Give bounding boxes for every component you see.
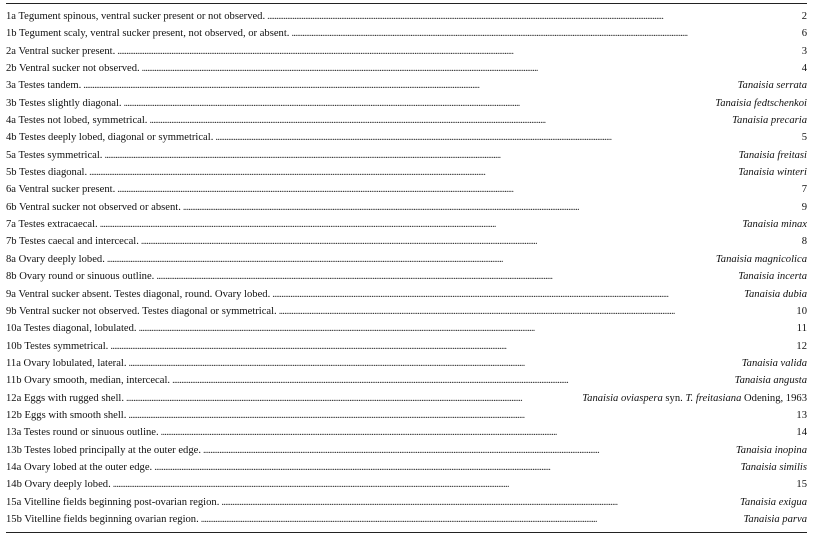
key-row: [6, 25, 807, 42]
key-row: [6, 60, 807, 77]
key-result-taxon: [582, 390, 807, 407]
key-result-taxon: Tanaisia magnicolica: [715, 253, 807, 265]
leader-dots: [183, 199, 800, 216]
leader-dots: [83, 77, 735, 94]
key-row: [6, 424, 807, 441]
leader-dots: [149, 112, 730, 129]
key-lead-text: 3a Testes tandem.: [6, 80, 82, 92]
key-result-couplet-number: 2: [801, 11, 807, 22]
key-lead-text: 1a Tegument spinous, ventral sucker present or not observed.: [6, 11, 266, 22]
leader-dots: [124, 95, 714, 112]
leader-dots: [154, 459, 738, 476]
key-lead-text: 5b Testes diagonal.: [6, 167, 88, 179]
key-result-taxon: Tanaisia winteri: [738, 167, 807, 179]
key-lead-text: 2a Ventral sucker present.: [6, 45, 116, 57]
key-row: [6, 129, 807, 146]
leader-dots: [215, 129, 799, 146]
key-row: [6, 77, 807, 94]
key-result-couplet-number: 9: [801, 201, 807, 213]
key-lead-text: 13a Testes round or sinuous outline.: [6, 427, 159, 439]
key-row: [6, 199, 807, 216]
leader-dots: [161, 424, 795, 441]
leader-dots: [110, 338, 794, 355]
key-lead-text: 8a Ovary deeply lobed.: [6, 253, 105, 265]
key-row: [6, 303, 807, 320]
leader-dots: [128, 407, 794, 424]
key-lead-text: 14a Ovary lobed at the outer edge.: [6, 461, 153, 473]
key-result-taxon: Tanaisia valida: [741, 357, 807, 369]
key-lead-text: 9b Ventral sucker not observed. Testes diagonal or symmetrical.: [6, 305, 277, 317]
key-lead-text: 4b Testes deeply lobed, diagonal or symmetrical.: [6, 132, 214, 144]
key-result-couplet-number: 12: [796, 340, 807, 352]
key-result-taxon: Tanaisia precaria: [732, 115, 807, 127]
key-lead-text: 9a Ventral sucker absent. Testes diagonal, round. Ovary lobed.: [6, 288, 271, 300]
key-row: [6, 216, 807, 233]
key-result-taxon: Tanaisia incerta: [738, 271, 807, 283]
key-row: [6, 147, 807, 164]
key-row: [6, 164, 807, 181]
key-lead-text: 12b Eggs with smooth shell.: [6, 409, 127, 421]
key-result-couplet-number: 7: [801, 184, 807, 196]
leader-dots: [89, 164, 736, 181]
leader-dots: [113, 476, 795, 493]
key-row: [6, 494, 807, 511]
key-row: [6, 511, 807, 528]
key-lead-text: 8b Ovary round or sinuous outline.: [6, 271, 155, 283]
key-lead-text: 5a Testes symmetrical.: [6, 149, 103, 161]
key-result-taxon: Tanaisia exigua: [739, 496, 807, 508]
key-result-part: Odening, 1963: [741, 392, 807, 404]
key-result-part: T. freitasiana: [685, 392, 742, 404]
leader-dots: [142, 60, 800, 77]
identification-key-table: [6, 3, 807, 533]
key-lead-text: 3b Testes slightly diagonal.: [6, 97, 122, 109]
key-result-couplet-number: 15: [796, 479, 807, 491]
key-result-couplet-number: 8: [801, 236, 807, 248]
key-lead-text: 10b Testes symmetrical.: [6, 340, 109, 352]
leader-dots: [279, 303, 795, 320]
key-result-taxon: Tanaisia serrata: [737, 80, 807, 92]
key-result-couplet-number: 10: [796, 305, 807, 317]
key-result-couplet-number: 3: [801, 45, 807, 57]
key-lead-text: 7a Testes extracaecal.: [6, 219, 98, 231]
key-row: [6, 355, 807, 372]
key-row: [6, 286, 807, 303]
leader-dots: [126, 390, 580, 407]
key-row: [6, 43, 807, 60]
key-rows: [6, 4, 807, 532]
key-lead-text: 6a Ventral sucker present.: [6, 184, 116, 196]
leader-dots: [221, 494, 738, 511]
key-lead-text: 1b Tegument scaly, ventral sucker present, not observed, or absent.: [6, 28, 290, 40]
key-row: [6, 268, 807, 285]
leader-dots: [172, 372, 733, 389]
key-result-taxon: Tanaisia inopina: [735, 444, 807, 456]
key-row: [6, 442, 807, 459]
key-row: [6, 233, 807, 250]
key-result-taxon: Tanaisia fedtschenkoi: [715, 97, 807, 109]
key-lead-text: 2b Ventral sucker not observed.: [6, 63, 140, 75]
key-lead-text: 15b Vitelline fields beginning ovarian region.: [6, 513, 199, 525]
leader-dots: [272, 286, 742, 303]
key-row: [6, 95, 807, 112]
leader-dots: [104, 147, 736, 164]
key-row: [6, 372, 807, 389]
key-lead-text: 7b Testes caecal and intercecal.: [6, 236, 139, 248]
key-row: [6, 459, 807, 476]
key-lead-text: 11a Ovary lobulated, lateral.: [6, 357, 127, 369]
key-row: [6, 390, 807, 407]
key-lead-text: 13b Testes lobed principally at the outer edge.: [6, 444, 201, 456]
key-result-part: Tanaisia oviaspera: [582, 392, 663, 404]
key-result-couplet-number: 6: [801, 28, 807, 40]
key-result-taxon: Tanaisia dubia: [744, 288, 807, 300]
key-result-couplet-number: 14: [796, 427, 807, 439]
leader-dots: [201, 511, 742, 528]
key-result-couplet-number: 5: [801, 132, 807, 144]
key-result-taxon: Tanaisia angusta: [734, 375, 807, 387]
leader-dots: [141, 233, 800, 250]
key-result-couplet-number: 11: [796, 323, 807, 335]
key-lead-text: 6b Ventral sucker not observed or absent.: [6, 201, 181, 213]
key-lead-text: 15a Vitelline fields beginning post-ovarian region.: [6, 496, 220, 508]
key-result-taxon: Tanaisia minax: [742, 219, 807, 231]
key-result-taxon: Tanaisia freitasi: [738, 149, 807, 161]
key-result-part: syn.: [662, 392, 686, 404]
key-lead-text: 10a Testes diagonal, lobulated.: [6, 323, 137, 335]
key-lead-text: 11b Ovary smooth, median, intercecal.: [6, 375, 171, 387]
key-row: [6, 181, 807, 198]
key-result-couplet-number: 4: [801, 63, 807, 75]
leader-dots: [100, 216, 741, 233]
leader-dots: [107, 251, 714, 268]
key-row: [6, 338, 807, 355]
leader-dots: [267, 8, 800, 25]
leader-dots: [203, 442, 734, 459]
key-row: [6, 8, 807, 25]
leader-dots: [117, 43, 799, 60]
leader-dots: [129, 355, 740, 372]
key-lead-text: 4a Testes not lobed, symmetrical.: [6, 115, 148, 127]
leader-dots: [156, 268, 736, 285]
key-row: [6, 476, 807, 493]
key-row: [6, 320, 807, 337]
key-lead-text: 14b Ovary deeply lobed.: [6, 479, 111, 491]
key-row: [6, 251, 807, 268]
key-lead-text: 12a Eggs with rugged shell.: [6, 392, 124, 404]
leader-dots: [139, 320, 795, 337]
key-result-taxon: Tanaisia similis: [740, 461, 807, 473]
leader-dots: [291, 25, 799, 42]
key-row: [6, 112, 807, 129]
key-result-couplet-number: 13: [796, 409, 807, 421]
key-row: [6, 407, 807, 424]
leader-dots: [117, 181, 799, 198]
key-result-taxon: Tanaisia parva: [743, 513, 807, 525]
